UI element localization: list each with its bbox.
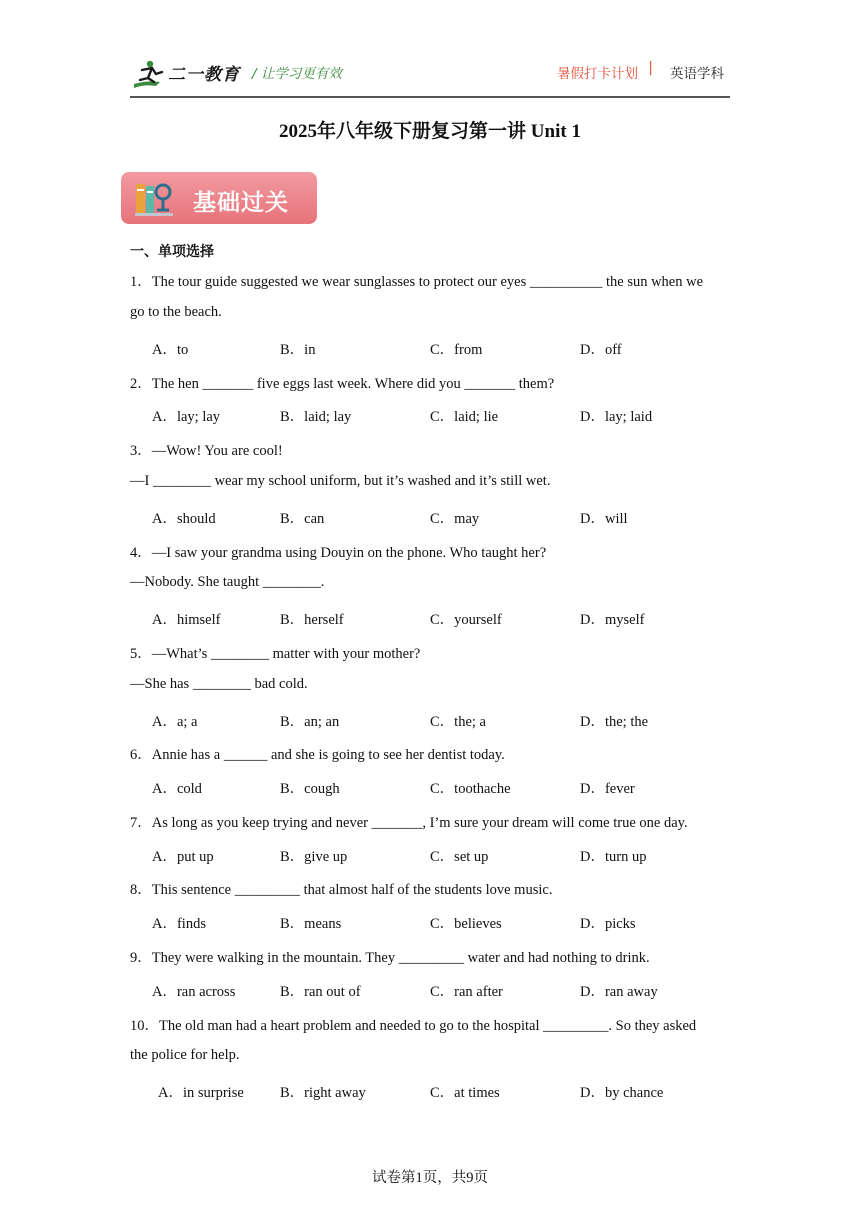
- option-a[interactable]: A．put up: [152, 849, 214, 865]
- banner-label: 基础过关: [193, 190, 289, 216]
- subject-label: 英语学科: [670, 66, 724, 82]
- option-c[interactable]: C．laid; lie: [430, 409, 499, 425]
- question-7-text: 7．As long as you keep trying and never _______, I’m sure your dream will come true one day.: [130, 815, 688, 831]
- option-d[interactable]: D．ran away: [580, 984, 658, 1000]
- question-5-text-cont: —She has ________ bad cold.: [130, 676, 308, 692]
- option-b[interactable]: B．laid; lay: [280, 409, 352, 425]
- option-d[interactable]: D．the; the: [580, 714, 649, 730]
- page-footer: 试卷第1页，共9页: [372, 1170, 488, 1186]
- question-3-text: 3．—Wow! You are cool!: [130, 443, 283, 459]
- option-c[interactable]: C．at times: [430, 1085, 500, 1101]
- option-c[interactable]: C．from: [430, 342, 483, 358]
- question-3-text-cont: —I ________ wear my school uniform, but it’s washed and it’s still wet.: [130, 473, 551, 489]
- option-d[interactable]: D．will: [580, 511, 628, 527]
- option-c[interactable]: C．yourself: [430, 612, 502, 628]
- section-title: 一、单项选择: [130, 244, 214, 260]
- question-10-text-cont: the police for help.: [130, 1047, 240, 1063]
- option-d[interactable]: D．fever: [580, 781, 635, 797]
- question-8-text: 8．This sentence _________ that almost half of the students love music.: [130, 882, 553, 898]
- option-a[interactable]: A．in surprise: [158, 1085, 244, 1101]
- question-9-text: 9．They were walking in the mountain. They _________ water and had nothing to drink.: [130, 950, 650, 966]
- option-b[interactable]: B．in: [280, 342, 316, 358]
- option-a[interactable]: A．a; a: [152, 714, 198, 730]
- option-d[interactable]: D．lay; laid: [580, 409, 653, 425]
- option-b[interactable]: B．an; an: [280, 714, 340, 730]
- question-4-text-cont: —Nobody. She taught ________.: [130, 574, 325, 590]
- option-b[interactable]: B．herself: [280, 612, 344, 628]
- option-a[interactable]: A．ran across: [152, 984, 236, 1000]
- option-a[interactable]: A．lay; lay: [152, 409, 221, 425]
- section-banner: [121, 172, 317, 224]
- option-b[interactable]: B．give up: [280, 849, 348, 865]
- question-6-text: 6．Annie has a ______ and she is going to see her dentist today.: [130, 747, 505, 763]
- question-5-text: 5．—What’s ________ matter with your mother?: [130, 646, 421, 662]
- option-d[interactable]: D．off: [580, 342, 622, 358]
- question-4-text: 4．—I saw your grandma using Douyin on the phone. Who taught her?: [130, 545, 547, 561]
- page-title: 2025年八年级下册复习第一讲 Unit 1: [279, 121, 581, 142]
- option-c[interactable]: C．the; a: [430, 714, 486, 730]
- logo-text: 二一教育: [168, 65, 240, 85]
- option-b[interactable]: B．means: [280, 916, 342, 932]
- option-d[interactable]: D．by chance: [580, 1085, 664, 1101]
- option-b[interactable]: B．cough: [280, 781, 340, 797]
- option-a[interactable]: A．should: [152, 511, 216, 527]
- option-a[interactable]: A．himself: [152, 612, 221, 628]
- question-2-text: 2．The hen _______ five eggs last week. Where did you _______ them?: [130, 376, 555, 392]
- option-c[interactable]: C．ran after: [430, 984, 503, 1000]
- slogan: / 让学习更有效: [252, 66, 342, 82]
- page-header: [130, 54, 730, 96]
- header-divider: [130, 96, 730, 98]
- option-c[interactable]: C．believes: [430, 916, 502, 932]
- question-1-text-cont: go to the beach.: [130, 304, 222, 320]
- option-b[interactable]: B．can: [280, 511, 325, 527]
- option-a[interactable]: A．finds: [152, 916, 206, 932]
- option-d[interactable]: D．turn up: [580, 849, 647, 865]
- option-a[interactable]: A．cold: [152, 781, 202, 797]
- summer-plan-label: 暑假打卡计划: [557, 66, 638, 82]
- question-1-text: 1．The tour guide suggested we wear sunglasses to protect our eyes __________ the sun when we: [130, 274, 704, 290]
- option-a[interactable]: A．to: [152, 342, 189, 358]
- option-c[interactable]: C．set up: [430, 849, 489, 865]
- option-c[interactable]: C．may: [430, 511, 480, 527]
- option-b[interactable]: B．right away: [280, 1085, 366, 1101]
- option-d[interactable]: D．myself: [580, 612, 645, 628]
- book-icon: [133, 180, 177, 218]
- option-d[interactable]: D．picks: [580, 916, 636, 932]
- question-10-text: 10．The old man had a heart problem and needed to go to the hospital _________. So they asked: [130, 1018, 697, 1034]
- header-separator: |: [648, 60, 653, 76]
- option-b[interactable]: B．ran out of: [280, 984, 361, 1000]
- option-c[interactable]: C．toothache: [430, 781, 511, 797]
